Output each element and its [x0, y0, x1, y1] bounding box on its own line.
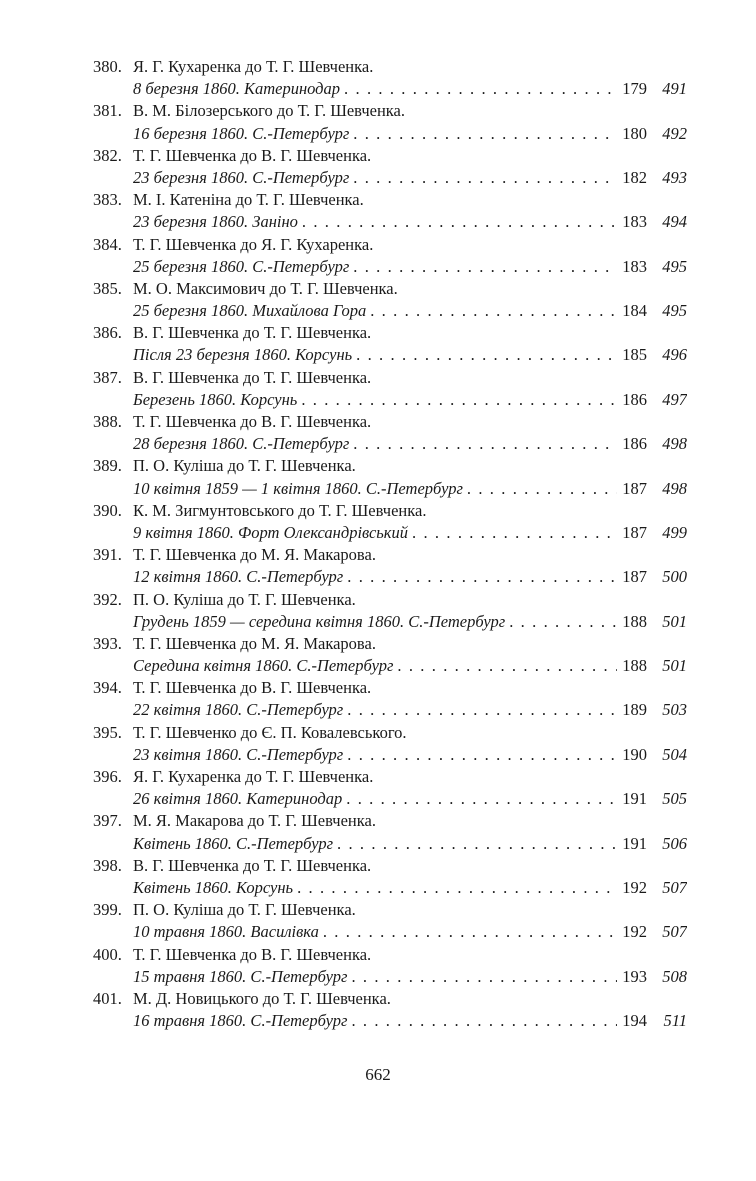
toc-entry-heading [93, 944, 687, 966]
toc-entry-heading [93, 677, 687, 699]
toc-entry-heading [93, 278, 687, 300]
toc-entry [93, 544, 687, 588]
text-page-number: 189 [622, 700, 647, 720]
notes-page-number: 508 [662, 966, 687, 986]
letter-number: 383. [93, 190, 122, 210]
toc-entry [93, 589, 687, 633]
letter-number: 396. [93, 767, 122, 786]
toc-entry [93, 500, 687, 544]
toc-entry [93, 322, 687, 366]
toc-entry [93, 855, 687, 899]
notes-page-number: 497 [662, 389, 687, 409]
page-number: 662 [365, 1065, 391, 1084]
letter-date-place: 26 квітня 1860. Катеринодар [133, 789, 343, 809]
text-page-number: 185 [622, 345, 647, 365]
letter-date-place: Квітень 1860. Корсунь [133, 877, 294, 897]
letter-title: Я. Г. Кухаренка до Т. Г. Шевченка. [133, 767, 374, 786]
dot-leader [333, 833, 617, 855]
letter-date-place: Після 23 березня 1860. Корсунь [133, 345, 353, 365]
dot-leader [342, 788, 617, 810]
toc-entry-heading [93, 810, 687, 832]
letter-title: Т. Г. Шевченка до В. Г. Шевченка. [133, 145, 372, 165]
dot-leader [408, 522, 617, 544]
toc-entry-heading [93, 411, 687, 433]
letter-date-place: 12 квітня 1860. С.-Петербург [133, 567, 344, 587]
text-page-number: 186 [622, 389, 647, 409]
letter-number: 381. [93, 101, 122, 121]
toc-entry [93, 899, 687, 943]
text-page-number: 192 [622, 877, 647, 897]
notes-page-number: 493 [662, 167, 687, 187]
letter-date-place: 23 квітня 1860. С.-Петербург [133, 744, 344, 764]
letter-date-place: 25 березня 1860. С.-Петербург [133, 256, 350, 276]
letter-date-place: Квітень 1860. С.-Петербург [133, 833, 334, 853]
letter-number: 401. [93, 988, 122, 1008]
notes-page-number: 498 [662, 478, 687, 498]
dot-leader [505, 611, 617, 633]
letter-title: Т. Г. Шевченка до Я. Г. Кухаренка. [133, 234, 374, 254]
letter-date-place: 9 квітня 1860. Форт Олександрівський [133, 522, 409, 542]
letter-number: 380. [93, 57, 122, 76]
toc-entry-detail-line [93, 167, 687, 189]
notes-page-number: 491 [662, 79, 687, 99]
toc-entry [93, 234, 687, 278]
letter-date-place: Середина квітня 1860. С.-Петербург [133, 656, 394, 676]
text-page-number: 182 [622, 167, 647, 187]
letter-number: 395. [93, 722, 122, 742]
letter-number: 391. [93, 545, 122, 565]
toc-entry [93, 677, 687, 721]
notes-page-number: 511 [663, 1011, 687, 1031]
text-page-number: 183 [622, 256, 647, 276]
toc-entry-heading [93, 56, 687, 78]
notes-page-number: 503 [662, 700, 687, 720]
toc-entry-detail-line [93, 300, 687, 322]
notes-page-number: 507 [662, 877, 687, 897]
toc-entry [93, 722, 687, 766]
toc-entry-detail-line [93, 744, 687, 766]
toc-entry-detail-line [93, 522, 687, 544]
toc-entry-detail-line [93, 389, 687, 411]
dot-leader [343, 744, 617, 766]
toc-entry-detail-line [93, 123, 687, 145]
letter-date-place: 16 березня 1860. С.-Петербург [133, 123, 350, 143]
notes-page-number: 500 [662, 567, 687, 587]
letter-number: 399. [93, 900, 122, 920]
dot-leader [298, 211, 617, 233]
notes-page-number: 501 [662, 611, 687, 631]
dot-leader [366, 300, 617, 322]
text-page-number: 190 [622, 744, 647, 764]
toc-entry [93, 145, 687, 189]
text-page-number: 193 [622, 966, 647, 986]
notes-page-number: 507 [662, 922, 687, 942]
toc-entry-detail-line [93, 256, 687, 278]
toc-entry-detail-line [93, 78, 687, 100]
toc-entry-detail-line [93, 611, 687, 633]
notes-page-number: 494 [662, 212, 687, 232]
toc-entry-heading [93, 500, 687, 522]
toc-entry [93, 278, 687, 322]
text-page-number: 187 [622, 478, 647, 498]
dot-leader [349, 256, 617, 278]
letter-number: 388. [93, 412, 122, 431]
letter-title: В. Г. Шевченка до Т. Г. Шевченка. [133, 367, 372, 387]
letter-title: Я. Г. Кухаренка до Т. Г. Шевченка. [133, 57, 374, 76]
text-page-number: 188 [622, 656, 647, 676]
letter-title: М. О. Максимович до Т. Г. Шевченка. [133, 278, 398, 298]
text-page-number: 191 [622, 789, 647, 809]
letter-date-place: 23 березня 1860. Заніно [133, 212, 298, 232]
letter-title: П. О. Куліша до Т. Г. Шевченка. [133, 456, 356, 476]
letter-date-place: 22 квітня 1860. С.-Петербург [133, 700, 344, 720]
letter-number: 385. [93, 278, 122, 298]
notes-page-number: 506 [662, 833, 687, 853]
letter-number: 393. [93, 633, 122, 653]
letter-number: 390. [93, 500, 122, 520]
toc-entry-heading [93, 367, 687, 389]
letter-date-place: Грудень 1859 — середина квітня 1860. С.-Петербург [133, 611, 506, 631]
toc-entry-heading [93, 234, 687, 256]
letter-title: Т. Г. Шевченка до В. Г. Шевченка. [133, 412, 372, 431]
toc-entry-detail-line [93, 478, 687, 500]
dot-leader [343, 566, 617, 588]
toc-entry-detail-line [93, 211, 687, 233]
toc-entry [93, 633, 687, 677]
table-of-contents [93, 56, 687, 1032]
letter-title: Т. Г. Шевченка до В. Г. Шевченка. [133, 678, 372, 698]
letter-date-place: 8 березня 1860. Катеринодар [133, 79, 341, 99]
letter-title: М. Д. Новицького до Т. Г. Шевченка. [133, 988, 391, 1008]
text-page-number: 183 [622, 212, 647, 232]
letter-number: 397. [93, 811, 122, 831]
toc-entry-heading [93, 322, 687, 344]
letter-number: 384. [93, 234, 122, 254]
text-page-number: 191 [622, 833, 647, 853]
toc-entry-heading [93, 189, 687, 211]
toc-entry-heading [93, 899, 687, 921]
toc-entry [93, 367, 687, 411]
text-page-number: 179 [622, 79, 647, 99]
toc-entry [93, 810, 687, 854]
toc-entry [93, 189, 687, 233]
notes-page-number: 504 [662, 744, 687, 764]
letter-date-place: Березень 1860. Корсунь [133, 389, 298, 409]
dot-leader [340, 78, 617, 100]
letter-number: 394. [93, 678, 122, 698]
dot-leader [343, 699, 617, 721]
toc-entry-heading [93, 100, 687, 122]
dot-leader [347, 1010, 617, 1032]
notes-page-number: 495 [662, 256, 687, 276]
dot-leader [297, 389, 617, 411]
notes-page-number: 499 [662, 522, 687, 542]
letter-number: 387. [93, 367, 122, 387]
toc-entry-detail-line [93, 655, 687, 677]
letter-title: П. О. Куліша до Т. Г. Шевченка. [133, 589, 356, 609]
toc-entry [93, 411, 687, 455]
toc-entry-detail-line [93, 921, 687, 943]
text-page-number: 187 [622, 567, 647, 587]
notes-page-number: 496 [662, 345, 687, 365]
toc-entry-heading [93, 145, 687, 167]
toc-entry-heading [93, 589, 687, 611]
toc-entry-detail-line [93, 566, 687, 588]
toc-entry-detail-line [93, 1010, 687, 1032]
dot-leader [319, 921, 617, 943]
letter-title: Т. Г. Шевченка до В. Г. Шевченка. [133, 944, 372, 964]
letter-number: 389. [93, 456, 122, 476]
letter-date-place: 10 травня 1860. Василівка [133, 922, 319, 942]
toc-entry-detail-line [93, 877, 687, 899]
letter-title: В. Г. Шевченка до Т. Г. Шевченка. [133, 855, 372, 875]
toc-entry [93, 455, 687, 499]
letter-title: Т. Г. Шевченка до М. Я. Макарова. [133, 633, 376, 653]
letter-number: 400. [93, 944, 122, 964]
toc-entry [93, 56, 687, 100]
letter-date-place: 10 квітня 1859 — 1 квітня 1860. С.-Петербург [133, 478, 463, 498]
dot-leader [347, 966, 617, 988]
dot-leader [349, 123, 617, 145]
notes-page-number: 492 [662, 123, 687, 143]
toc-entry [93, 988, 687, 1032]
notes-page-number: 501 [662, 656, 687, 676]
toc-entry-detail-line [93, 699, 687, 721]
toc-entry-heading [93, 855, 687, 877]
toc-entry-detail-line [93, 433, 687, 455]
dot-leader [349, 167, 617, 189]
dot-leader [293, 877, 617, 899]
notes-page-number: 505 [662, 789, 687, 809]
notes-page-number: 498 [662, 434, 687, 454]
letter-title: Т. Г. Шевченко до Є. П. Ковалевського. [133, 722, 407, 742]
letter-number: 382. [93, 145, 122, 165]
text-page-number: 180 [622, 123, 647, 143]
dot-leader [349, 433, 617, 455]
toc-entry-heading [93, 544, 687, 566]
text-page-number: 186 [622, 434, 647, 454]
toc-entry-detail-line [93, 788, 687, 810]
toc-entry [93, 100, 687, 144]
toc-entry-detail-line [93, 966, 687, 988]
toc-entry [93, 944, 687, 988]
letter-title: П. О. Куліша до Т. Г. Шевченка. [133, 900, 356, 920]
toc-entry [93, 766, 687, 810]
text-page-number: 187 [622, 522, 647, 542]
letter-date-place: 23 березня 1860. С.-Петербург [133, 167, 350, 187]
letter-date-place: 15 травня 1860. С.-Петербург [133, 966, 348, 986]
dot-leader [463, 478, 617, 500]
toc-entry-detail-line [93, 344, 687, 366]
letter-date-place: 25 березня 1860. Михайлова Гора [133, 301, 367, 321]
toc-entry-heading [93, 633, 687, 655]
letter-number: 398. [93, 855, 122, 875]
letter-date-place: 28 березня 1860. С.-Петербург [133, 434, 350, 454]
text-page-number: 192 [622, 922, 647, 942]
toc-entry-heading [93, 455, 687, 477]
toc-entry-heading [93, 722, 687, 744]
notes-page-number: 495 [662, 301, 687, 321]
toc-entry-detail-line [93, 833, 687, 855]
letter-date-place: 16 травня 1860. С.-Петербург [133, 1011, 348, 1031]
text-page-number: 188 [622, 611, 647, 631]
letter-number: 386. [93, 323, 122, 343]
text-page-number: 194 [622, 1011, 647, 1031]
dot-leader [393, 655, 617, 677]
toc-entry-heading [93, 766, 687, 788]
letter-title: М. Я. Макарова до Т. Г. Шевченка. [133, 811, 376, 831]
toc-entry-heading [93, 988, 687, 1010]
dot-leader [352, 344, 617, 366]
letter-title: К. М. Зигмунтовського до Т. Г. Шевченка. [133, 500, 427, 520]
text-page-number: 184 [622, 301, 647, 321]
letter-title: М. І. Катеніна до Т. Г. Шевченка. [133, 190, 364, 210]
letter-number: 392. [93, 589, 122, 609]
letter-title: Т. Г. Шевченка до М. Я. Макарова. [133, 545, 376, 565]
letter-title: В. М. Білозерського до Т. Г. Шевченка. [133, 101, 405, 121]
letter-title: В. Г. Шевченка до Т. Г. Шевченка. [133, 323, 372, 343]
